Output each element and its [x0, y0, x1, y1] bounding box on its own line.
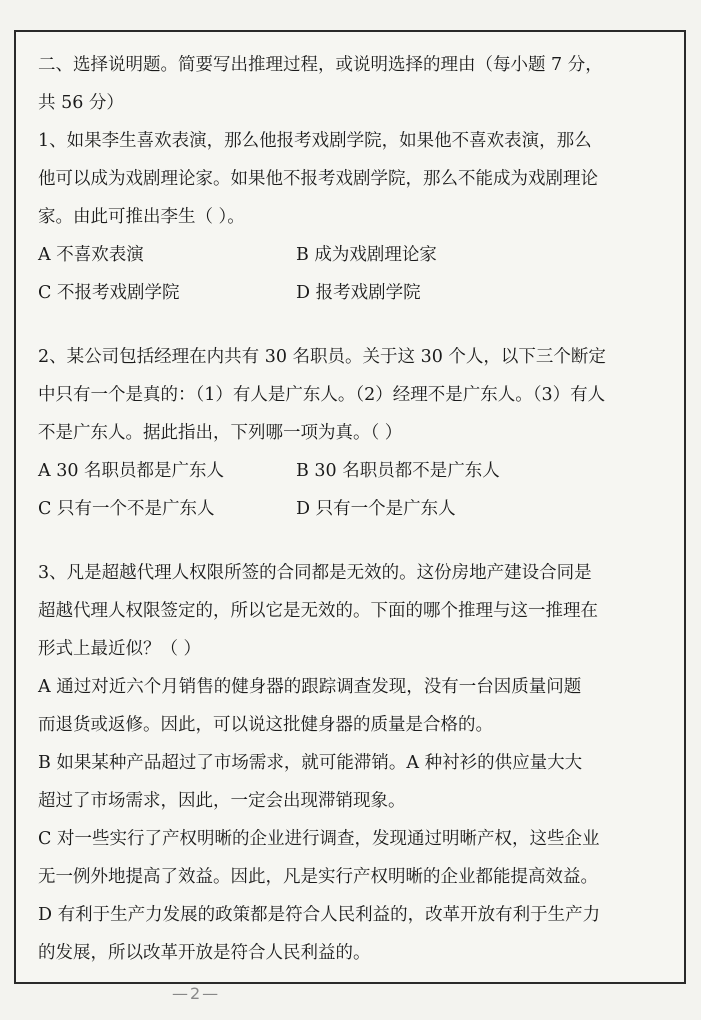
option-d: D 只有一个是广东人	[296, 499, 456, 519]
question-line: 不是广东人。据此指出，下列哪一项为真。（ ）	[38, 423, 403, 443]
option-row	[38, 236, 668, 274]
question-2	[38, 338, 668, 528]
question-line: 形式上最近似？（ ）	[38, 639, 202, 659]
question-line: 他可以成为戏剧理论家。如果他不报考戏剧学院，那么不能成为戏剧理论	[38, 169, 598, 189]
section-heading-cont: 共 56 分）	[38, 93, 124, 113]
option-b: B 成为戏剧理论家	[296, 245, 437, 265]
option-b-cont: 超过了市场需求，因此，一定会出现滞销现象。	[38, 791, 406, 811]
sheet-content	[38, 46, 668, 972]
option-a: A 通过对近六个月销售的健身器的跟踪调查发现，没有一台因质量问题	[38, 677, 582, 697]
question-1	[38, 122, 668, 312]
section-heading: 二、选择说明题。简要写出推理过程，或说明选择的理由（每小题 7 分，	[38, 55, 603, 75]
page-number: —2—	[172, 984, 221, 1003]
option-d: D 有利于生产力发展的政策都是符合人民利益的，改革开放有利于生产力	[38, 905, 601, 925]
option-b: B 30 名职员都不是广东人	[296, 461, 500, 481]
question-line: 2、某公司包括经理在内共有 30 名职员。关于这 30 个人，以下三个断定	[38, 347, 606, 367]
question-line: 中只有一个是真的：（1）有人是广东人。（2）经理不是广东人。（3）有人	[38, 385, 606, 405]
question-line: 超越代理人权限签定的，所以它是无效的。下面的哪个推理与这一推理在	[38, 601, 598, 621]
question-line: 家。由此可推出李生（ ）。	[38, 207, 245, 227]
option-b: B 如果某种产品超过了市场需求，就可能滞销。A 种衬衫的供应量大大	[38, 753, 583, 773]
exam-sheet	[14, 30, 686, 984]
option-d-cont: 的发展，所以改革开放是符合人民利益的。	[38, 943, 371, 963]
question-3	[38, 554, 668, 972]
option-a: A 不喜欢表演	[38, 245, 144, 265]
option-c: C 对一些实行了产权明晰的企业进行调查，发现通过明晰产权，这些企业	[38, 829, 600, 849]
option-c: C 只有一个不是广东人	[38, 499, 215, 519]
option-c: C 不报考戏剧学院	[38, 283, 180, 303]
question-line: 1、如果李生喜欢表演，那么他报考戏剧学院，如果他不喜欢表演，那么	[38, 131, 592, 151]
option-a: A 30 名职员都是广东人	[38, 461, 225, 481]
option-row	[38, 274, 668, 312]
question-line: 3、凡是超越代理人权限所签的合同都是无效的。这份房地产建设合同是	[38, 563, 592, 583]
option-row	[38, 452, 668, 490]
option-row	[38, 490, 668, 528]
option-a-cont: 而退货或返修。因此，可以说这批健身器的质量是合格的。	[38, 715, 493, 735]
option-d: D 报考戏剧学院	[296, 283, 421, 303]
option-c-cont: 无一例外地提高了效益。因此，凡是实行产权明晰的企业都能提高效益。	[38, 867, 598, 887]
